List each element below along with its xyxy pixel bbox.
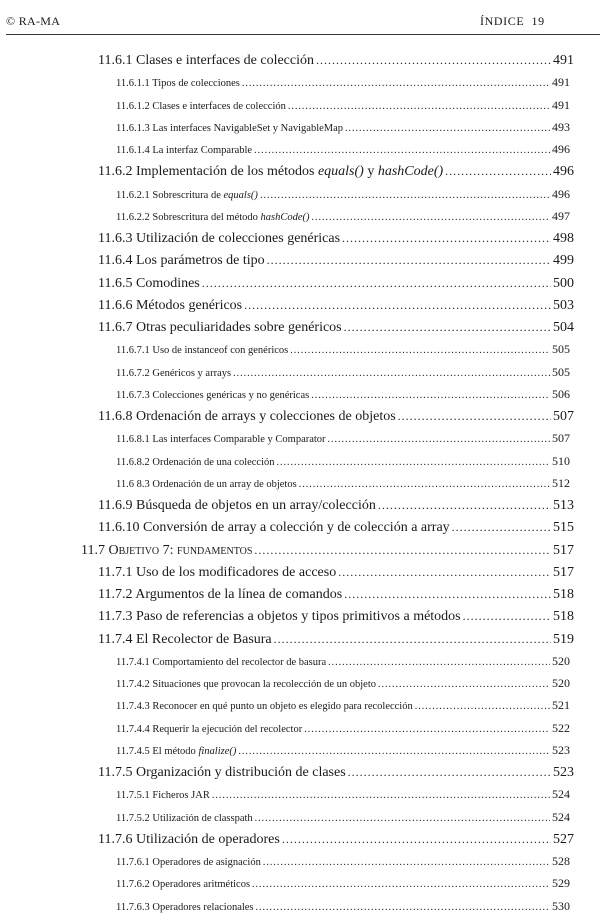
toc-entry: [0, 494, 600, 516]
dot-leader: [312, 207, 550, 229]
toc-entry-title: [81, 540, 252, 562]
toc-title-segment: 11.6.6 Métodos genéricos: [98, 297, 243, 313]
toc-page-number: 504: [553, 320, 574, 335]
toc-entry: [0, 450, 600, 472]
toc-entry-title: [98, 762, 346, 784]
toc-title-segment: 11.6.2.2 Sobrescritura del método: [116, 211, 261, 223]
dot-leader: [202, 272, 551, 295]
toc-page-number: 529: [552, 876, 570, 891]
toc-entry: [0, 249, 600, 271]
toc-entry-title: [116, 452, 275, 474]
toc-title-segment: 11.6.4 Los parámetros de tipo: [98, 253, 265, 269]
toc-entry-title: [98, 161, 443, 183]
toc-title-segment: equals(): [223, 189, 258, 201]
toc-title-segment: 11.6.9 Búsqueda de objetos en un array/colección: [98, 498, 376, 513]
toc-page-number: 521: [552, 698, 570, 713]
dot-leader: [288, 96, 550, 118]
toc-entry: [0, 739, 600, 761]
dot-leader: [255, 808, 550, 830]
toc-title-segment: 11.6.7.1 Uso de instanceof con genéricos: [116, 345, 289, 357]
toc-title-segment: 11.7.1 Uso de los modificadores de acceso: [98, 564, 337, 580]
dot-leader: [256, 897, 550, 919]
dot-leader: [277, 452, 550, 474]
dot-leader: [299, 474, 550, 496]
toc-title-segment: equals(): [317, 164, 364, 180]
toc-entry: [0, 49, 600, 71]
dot-leader: [260, 185, 550, 207]
dot-leader: [445, 160, 551, 183]
toc-entry-title: [116, 140, 252, 162]
toc-entry: [0, 583, 600, 605]
toc-title-segment: 11.7.5.1 Ficheros JAR: [116, 790, 210, 802]
toc-title-segment: 11.6.3 Utilización de colecciones genéricas: [98, 231, 341, 246]
toc-entry-title: [116, 696, 413, 718]
toc-title-segment: 11.7.2 Argumentos de la línea de comandos: [98, 587, 343, 602]
toc-title-segment: 11.6.1.3 Las interfaces NavigableSet y NavigableMap: [116, 122, 344, 134]
toc-entry-title: [116, 385, 309, 407]
dot-leader: [328, 652, 550, 674]
toc-page-number: 491: [553, 53, 574, 68]
toc-entry: [0, 361, 600, 383]
dot-leader: [290, 340, 550, 362]
toc-entry-title: [116, 429, 326, 451]
table-of-contents: [0, 49, 600, 917]
toc-title-segment: 11.6.7.2 Genéricos y arrays: [116, 367, 232, 379]
toc-page-number: 515: [553, 520, 574, 536]
toc-page-number: 496: [552, 186, 570, 201]
dot-leader: [342, 227, 551, 250]
toc-title-segment: finalize(): [198, 745, 237, 757]
toc-entry-title: [116, 897, 254, 919]
toc-page-number: 520: [552, 676, 570, 690]
toc-entry: [0, 227, 600, 249]
dot-leader: [304, 719, 550, 741]
toc-title-segment: 11.6.10 Conversión de array a colección y de colección a array: [98, 520, 450, 536]
dot-leader: [263, 852, 550, 874]
toc-page-number: 507: [553, 409, 574, 424]
toc-entry: [0, 116, 600, 138]
toc-page-number: 505: [552, 364, 570, 379]
toc-title-segment: 11.7.4 El Recolector de Basura: [98, 631, 272, 647]
toc-entry: [0, 850, 600, 872]
toc-page-number: 503: [553, 297, 574, 313]
toc-entry: [0, 717, 600, 739]
toc-title-segment: 11.6 8.3 Ordenación de un array de objetos: [116, 478, 297, 490]
toc-title-segment: 11.7.4.5 El método: [116, 745, 199, 757]
toc-title-segment: 11.6.7.3 Colecciones genéricas y no genéricas: [116, 389, 310, 401]
dot-leader: [254, 140, 550, 162]
dot-leader: [311, 385, 550, 407]
toc-entry-title: [98, 295, 242, 317]
toc-entry-title: [98, 406, 396, 428]
toc-page-number: 491: [552, 97, 570, 112]
toc-entry-title: [98, 629, 272, 651]
toc-title-segment: 11.6.2 Implementación de los métodos: [98, 164, 318, 180]
page-number: 19: [531, 14, 545, 28]
toc-title-segment: 11.6.2.1 Sobrescritura de: [116, 189, 224, 201]
toc-title-segment: 11.7.6.3 Operadores relacionales: [116, 901, 254, 913]
dot-leader: [378, 494, 551, 517]
toc-entry-title: [98, 829, 280, 851]
dot-leader: [348, 761, 551, 784]
toc-page-number: 528: [552, 854, 570, 868]
dot-leader: [316, 49, 551, 72]
toc-page-number: 505: [552, 342, 570, 357]
dot-leader: [328, 429, 550, 451]
toc-entry: [0, 383, 600, 405]
dot-leader: [452, 516, 551, 539]
toc-page-number: 498: [553, 231, 574, 246]
publisher-mark: © RA-MA: [6, 14, 61, 28]
toc-entry-title: [116, 852, 261, 874]
dot-leader: [398, 405, 551, 428]
dot-leader: [344, 316, 551, 339]
page-header: [480, 14, 545, 29]
toc-entry-title: [116, 674, 376, 696]
toc-page-number: 518: [553, 609, 574, 625]
dot-leader: [344, 583, 551, 606]
toc-entry: [0, 694, 600, 716]
toc-title-segment: 11.7: [81, 542, 109, 558]
toc-title-segment: 11.6.1.4 La interfaz Comparable: [116, 145, 253, 156]
toc-entry: [0, 828, 600, 850]
toc-entry-title: [116, 96, 286, 118]
toc-entry-title: [116, 118, 343, 140]
toc-title-segment: 11.7.4.4 Requerir la ejecución del recolector: [116, 723, 303, 735]
toc-page-number: 524: [552, 809, 570, 824]
toc-entry: [0, 138, 600, 160]
toc-entry-title: [98, 273, 200, 295]
toc-entry-title: [116, 207, 310, 229]
toc-title-segment: 11.7.6.2 Operadores aritméticos: [116, 879, 251, 891]
toc-entry: [0, 650, 600, 672]
toc-title-segment: hashCode(): [377, 164, 444, 180]
toc-entry: [0, 338, 600, 360]
toc-entry-title: [116, 808, 253, 830]
toc-page-number: 493: [552, 119, 570, 134]
toc-title-segment: 11.6.1.1 Tipos de colecciones: [116, 78, 240, 90]
toc-entry-title: [116, 719, 302, 741]
toc-entry-title: [98, 228, 340, 250]
toc-entry-title: [98, 50, 314, 72]
toc-page-number: 506: [552, 386, 570, 401]
toc-title-segment: hashCode(): [260, 211, 310, 223]
toc-entry: [0, 539, 600, 561]
toc-page-number: 499: [553, 253, 574, 269]
toc-entry: [0, 272, 600, 294]
dot-leader: [282, 828, 551, 851]
toc-title-segment: 11.7.5 Organización y distribución de clases: [98, 765, 346, 780]
toc-title-segment: 11.6.7 Otras peculiaridades sobre genéricos: [98, 320, 342, 335]
toc-page-number: 517: [553, 542, 574, 558]
toc-title-segment: 11.7.3 Paso de referencias a objetos y tipos primitivos a métodos: [98, 609, 461, 625]
toc-entry-title: [116, 785, 210, 807]
toc-entry: [0, 628, 600, 650]
toc-entry: [0, 183, 600, 205]
dot-leader: [378, 674, 550, 696]
section-title: ÍNDICE: [480, 14, 525, 28]
toc-entry: [0, 872, 600, 894]
toc-entry: [0, 205, 600, 227]
toc-entry-title: [98, 495, 376, 517]
toc-entry-title: [116, 474, 297, 496]
toc-page-number: 522: [552, 720, 570, 735]
toc-entry: [0, 71, 600, 93]
toc-entry-title: [116, 874, 250, 896]
toc-page-number: 500: [553, 275, 574, 291]
dot-leader: [212, 785, 550, 807]
toc-page-number: 523: [552, 742, 570, 757]
dot-leader: [254, 539, 551, 562]
toc-page-number: 530: [552, 898, 570, 913]
toc-title-segment: 11.6.1.2 Clases e interfaces de colección: [116, 100, 286, 112]
toc-title-segment: 11.6.8 Ordenación de arrays y colecciones de objetos: [98, 409, 396, 424]
toc-entry: [0, 316, 600, 338]
toc-page-number: 527: [553, 831, 574, 847]
toc-page-number: 520: [552, 653, 570, 668]
dot-leader: [345, 118, 550, 140]
toc-entry: [0, 895, 600, 917]
toc-entry-title: [98, 606, 461, 628]
toc-entry: [0, 94, 600, 116]
toc-title-segment: 11.6.8.2 Ordenación de una colección: [116, 456, 275, 468]
toc-entry: [0, 472, 600, 494]
toc-page-number: 519: [553, 631, 574, 647]
toc-entry: [0, 761, 600, 783]
toc-page-number: 507: [552, 431, 570, 446]
dot-leader: [463, 605, 551, 628]
toc-entry: [0, 605, 600, 627]
toc-page-number: 517: [553, 564, 574, 580]
dot-leader: [415, 696, 550, 718]
toc-title-segment: 11.6.8.1 Las interfaces Comparable y Comparator: [116, 434, 326, 446]
toc-page-number: 497: [552, 208, 570, 223]
toc-page-number: 496: [552, 142, 570, 156]
toc-title-segment: 11.7.6 Utilización de operadores: [98, 831, 280, 847]
toc-title-segment: y: [363, 164, 378, 180]
toc-entry-title: [116, 741, 236, 763]
toc-title-segment: 11.7.4.1 Comportamiento del recolector de basura: [116, 656, 327, 668]
toc-entry-title: [98, 517, 450, 539]
toc-entry-title: [116, 652, 326, 674]
toc-page-number: 523: [553, 765, 574, 780]
toc-entry: [0, 427, 600, 449]
toc-page-number: 510: [552, 453, 570, 468]
dot-leader: [274, 628, 551, 651]
toc-title-segment: Objetivo 7: fundamentos: [108, 542, 253, 558]
dot-leader: [338, 561, 551, 584]
toc-page-number: 518: [553, 587, 574, 602]
toc-entry-title: [116, 363, 231, 385]
toc-title-segment: 11.7.6.1 Operadores de asignación: [116, 857, 261, 868]
toc-page-number: 513: [553, 498, 574, 513]
toc-title-segment: 11.7.4.3 Reconocer en qué punto un objeto es elegido para recolección: [116, 701, 413, 713]
toc-page-number: 512: [552, 475, 570, 490]
toc-entry-title: [98, 317, 342, 339]
toc-entry: [0, 160, 600, 182]
header-rule: [6, 34, 600, 35]
toc-entry: [0, 672, 600, 694]
dot-leader: [244, 294, 551, 317]
toc-entry: [0, 405, 600, 427]
toc-title-segment: 11.7.4.2 Situaciones que provocan la recolección de un objeto: [116, 679, 376, 690]
dot-leader: [267, 249, 551, 272]
toc-entry-title: [116, 340, 288, 362]
dot-leader: [233, 363, 550, 385]
toc-title-segment: 11.6.5 Comodines: [98, 275, 200, 291]
toc-entry: [0, 561, 600, 583]
dot-leader: [242, 73, 550, 95]
toc-title-segment: 11.6.1 Clases e interfaces de colección: [98, 53, 315, 68]
toc-entry-title: [98, 584, 342, 606]
toc-entry-title: [116, 185, 258, 207]
dot-leader: [238, 741, 550, 763]
toc-title-segment: 11.7.5.2 Utilización de classpath: [116, 812, 253, 824]
toc-entry: [0, 783, 600, 805]
toc-page-number: 524: [552, 787, 570, 802]
toc-entry-title: [98, 562, 336, 584]
toc-entry: [0, 294, 600, 316]
toc-entry-title: [116, 73, 240, 95]
toc-page-number: 496: [553, 164, 574, 180]
toc-entry: [0, 806, 600, 828]
toc-entry-title: [98, 250, 265, 272]
toc-entry: [0, 516, 600, 538]
toc-page-number: 491: [552, 75, 570, 90]
dot-leader: [252, 874, 550, 896]
